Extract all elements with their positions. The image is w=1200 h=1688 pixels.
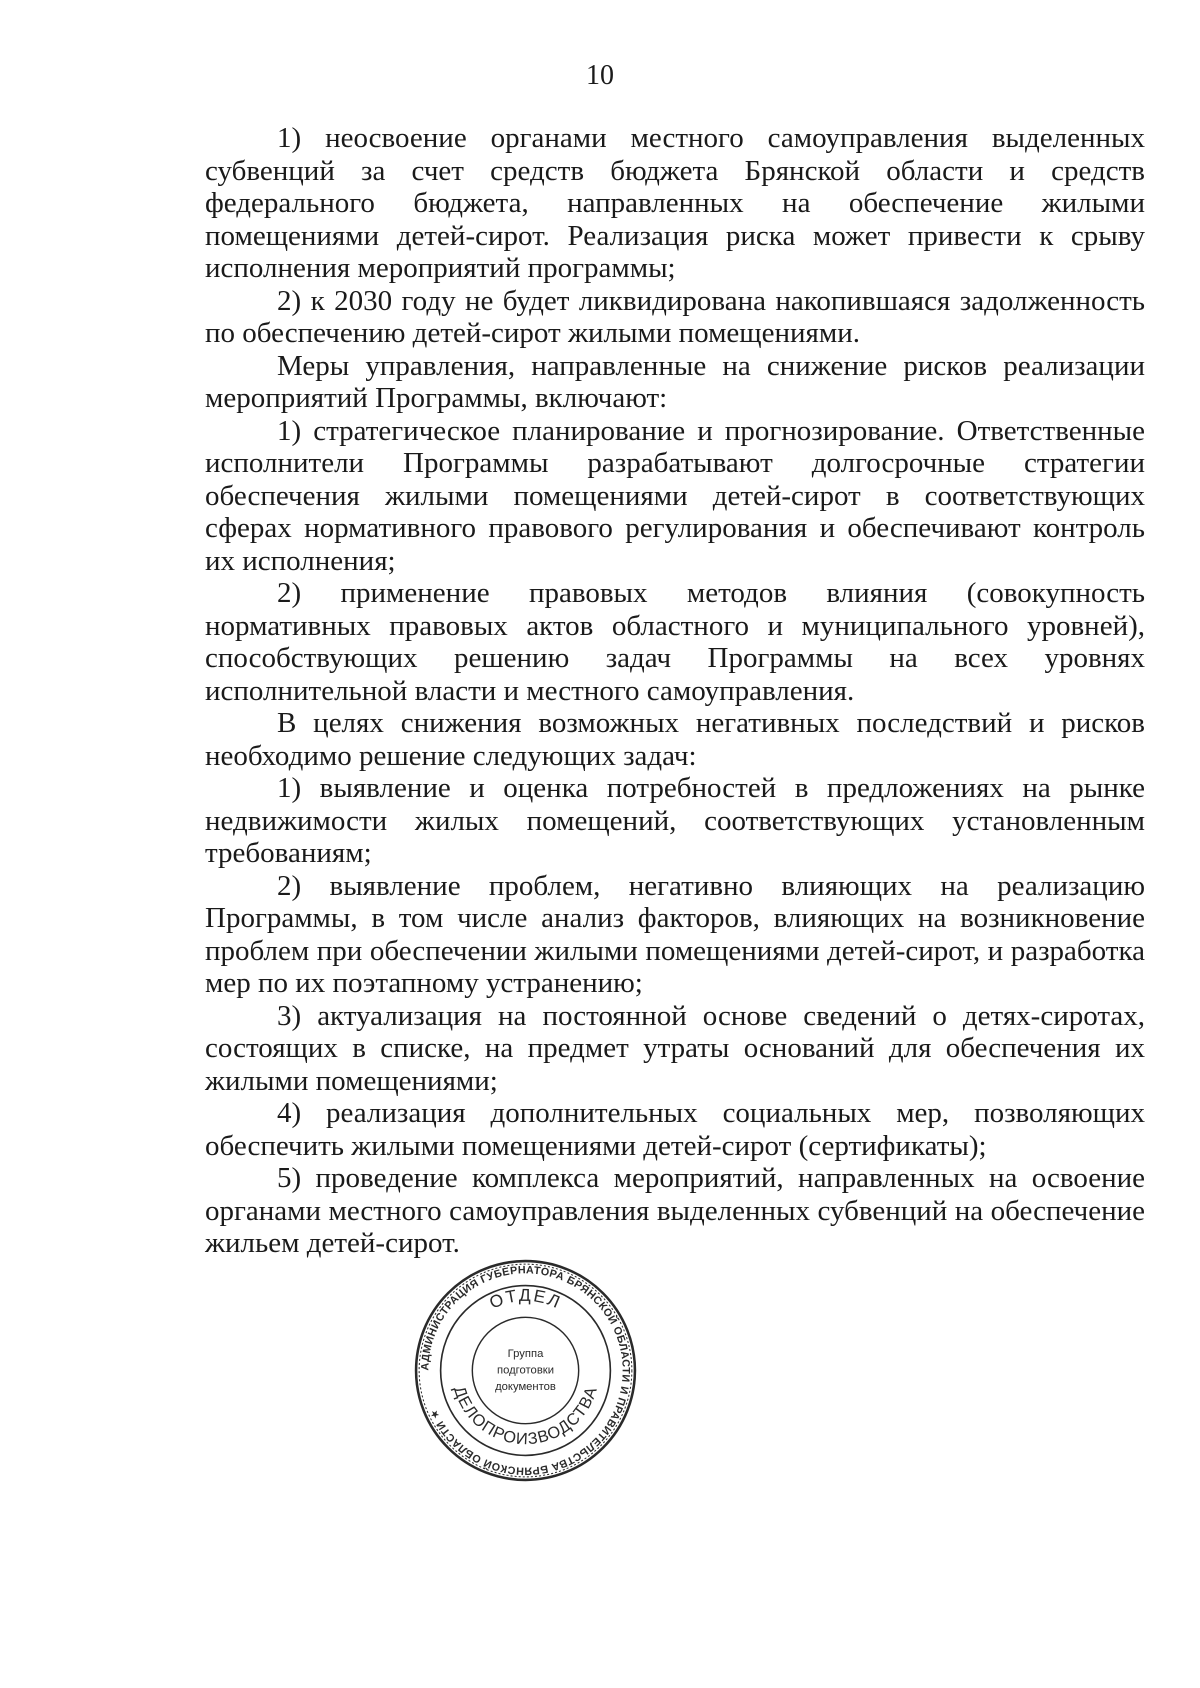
official-stamp: [413, 1258, 638, 1483]
paragraph: 2) применение правовых методов влияния (совокупность нормативных правовых актов областного и муниципального уровней), способствующих решению задач Программы на всех уровнях исполнительной власти и местного самоуправления.: [205, 577, 1145, 707]
document-body: [205, 122, 1145, 1260]
stamp-center-line: Группа: [507, 1348, 544, 1361]
page-number: 10: [586, 60, 614, 91]
paragraph: Меры управления, направленные на снижение рисков реализации мероприятий Программы, включают:: [205, 349, 1145, 414]
paragraph: 1) выявление и оценка потребностей в предложениях на рынке недвижимости жилых помещений, соответствующих установленным требованиям;: [205, 772, 1145, 869]
paragraph: 4) реализация дополнительных социальных мер, позволяющих обеспечить жилыми помещениями детей-сирот (сертификаты);: [205, 1097, 1145, 1162]
stamp-graphic: [413, 1258, 638, 1483]
stamp-center-line: подготовки: [497, 1364, 554, 1377]
paragraph: 1) неосвоение органами местного самоуправления выделенных субвенций за счет средств бюджета Брянской области и средств федерального бюджета, направленных на обеспечение жилыми помещениями детей-сирот. Реализация риска может привести к срыву исполнения мероприятий программы;: [205, 122, 1145, 284]
paragraph: В целях снижения возможных негативных последствий и рисков необходимо решение следующих задач:: [205, 707, 1145, 772]
stamp-center-line: документов: [495, 1380, 556, 1393]
stamp-middle-bottom-text: ДЕЛОПРОИЗВОДСТВА: [450, 1383, 601, 1449]
paragraph: 2) выявление проблем, негативно влияющих на реализацию Программы, в том числе анализ факторов, влияющих на возникновение проблем при обеспечении жилыми помещениями детей-сирот, и разработка мер по их поэтапному устранению;: [205, 869, 1145, 999]
paragraph: 5) проведение комплекса мероприятий, направленных на освоение органами местного самоуправления выделенных субвенций на обеспечение жильем детей-сирот.: [205, 1162, 1145, 1259]
stamp-outer-text: АДМИНИСТРАЦИЯ ГУБЕРНАТОРА БРЯНСКОЙ ОБЛАСТИ И ПРАВИТЕЛЬСТВА БРЯНСКОЙ ОБЛАСТИ ★: [419, 1264, 632, 1477]
paragraph: 3) актуализация на постоянной основе сведений о детях-сиротах, состоящих в списке, на предмет утраты оснований для обеспечения их жилыми помещениями;: [205, 999, 1145, 1097]
paragraph: 1) стратегическое планирование и прогнозирование. Ответственные исполнители Программы разрабатывают долгосрочные стратегии обеспечения жилыми помещениями детей-сирот в соответствующих сферах нормативного правового регулирования и обеспечивают контроль их исполнения;: [205, 414, 1145, 577]
paragraph: 2) к 2030 году не будет ликвидирована накопившаяся задолженность по обеспечению детей-сирот жилыми помещениями.: [205, 284, 1145, 349]
stamp-middle-top-text: ОТДЕЛ: [486, 1284, 565, 1313]
